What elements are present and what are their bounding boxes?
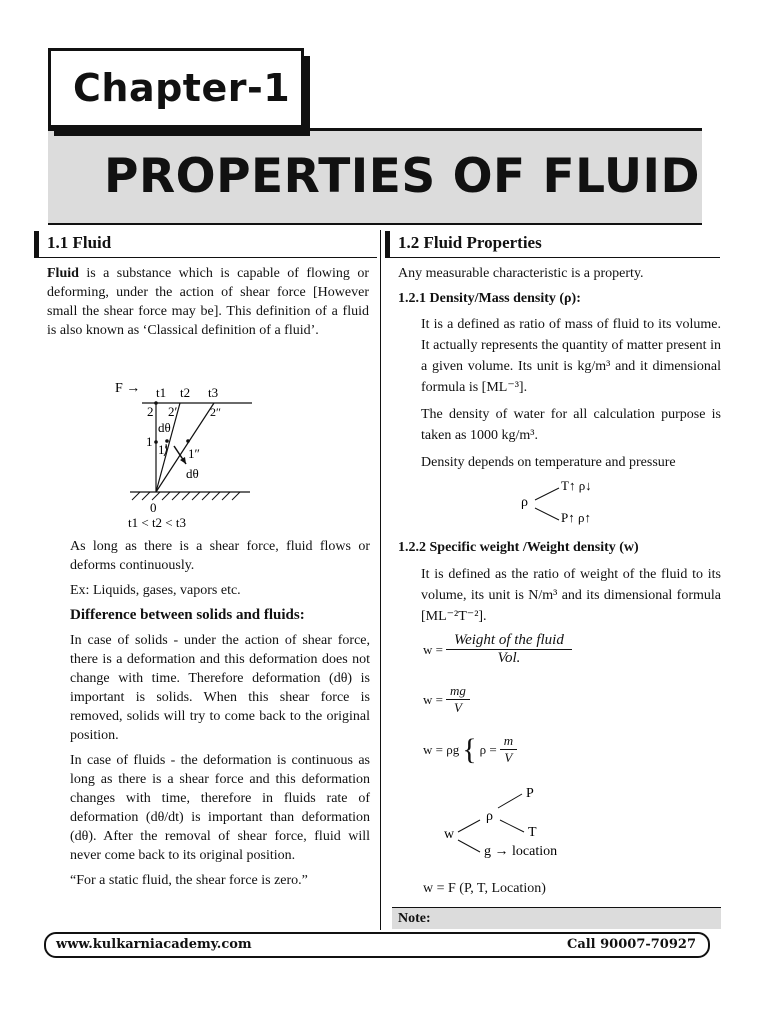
static-fluid-quote: “For a static fluid, the shear force is zero.”: [70, 873, 308, 888]
note-bar: Note:: [392, 907, 721, 929]
specific-weight-block: [421, 564, 721, 633]
t1-label: t1: [156, 385, 167, 400]
water-density: The density of water for all calculation purpose is taken as 1000 kg/m³.: [421, 407, 721, 443]
density-definition: It is a defined as ratio of mass of fluid to its volume. It actually represents the quantity of matter present in a given volume. Its unit is kg/m³ and it dimensional formula is [ML⁻³].: [421, 317, 721, 395]
fluid-definition: [47, 264, 369, 340]
t-node: T: [528, 825, 537, 840]
t2-label: t2: [180, 385, 191, 400]
eq2-denominator: V: [453, 700, 462, 715]
equation-w-function: w = F (P, T, Location): [423, 881, 546, 896]
eq3-numerator: m: [500, 733, 517, 750]
solids-paragraph: In case of solids - under the action of shear force, there is a deformation and this deformation does not change with time. Therefore deformation (dθ) is important is solids. When this shear force is removed, solids will try to come back to the original position.: [70, 633, 370, 743]
rho-subnode: ρ: [486, 809, 493, 824]
label-2: 2: [147, 404, 154, 419]
arrow-head: [180, 457, 186, 464]
rho-to-p-branch: [498, 794, 522, 808]
w-to-g-branch: [458, 840, 480, 852]
footer-phone: Call 90007-70927: [566, 937, 696, 952]
equation-rho-g: [423, 733, 517, 766]
left-column-lower: [70, 537, 370, 896]
equation-weight-volume: [423, 632, 572, 667]
g-location-node: g → location: [484, 844, 558, 859]
shear-force-note: As long as there is a shear force, fluid flows or deforms continuously.: [70, 539, 370, 573]
w-to-rho-branch: [458, 820, 480, 832]
eq2-fraction: [446, 683, 470, 716]
subheading-specific-weight: 1.2.2 Specific weight /Weight density (w): [398, 540, 639, 555]
label-2p: 2′: [168, 404, 178, 419]
rho-node: ρ: [521, 495, 528, 510]
left-column: [47, 264, 369, 346]
eq1-lhs: w =: [423, 641, 443, 657]
specific-weight-definition: It is defined as the ratio of weight of the fluid to its volume, its unit is N/m³ and its dimensional formula [ML⁻²T⁻²].: [421, 567, 721, 624]
chapter-label: Chapter-1: [73, 66, 291, 110]
density-dependency: Density depends on temperature and pressure: [421, 455, 676, 470]
right-column: [398, 264, 720, 314]
fluids-paragraph: In case of fluids - the deformation is continuous as long as there is a shear force and this deformation changes with time, therefore in fluids rate of deformation (dθ/dt) is important than deformation (dθ). After the removal of shear force, fluid will never come back to its original position.: [70, 753, 370, 863]
section-heading-properties: 1.2 Fluid Properties: [385, 231, 720, 258]
eq3-fraction: [500, 733, 517, 766]
fluid-deformation-diagram: [100, 372, 300, 532]
eq1-numerator: Weight of the fluid: [446, 632, 572, 650]
label-1pp: 1″: [188, 446, 200, 461]
section-heading-fluid: 1.1 Fluid: [34, 231, 377, 258]
label-1p: 1′: [158, 442, 168, 457]
p-node: P: [526, 786, 534, 801]
column-divider: [380, 230, 381, 930]
fluid-definition-text: is a substance which is capable of flowing or deforming, under the action of shear force [However small the shear force may be]. This definition of a fluid is also known as ‘Classical definition of a fluid’.: [47, 266, 369, 338]
eq3-denominator: V: [504, 750, 513, 765]
density-block: [421, 314, 721, 479]
eq3-lhs: w = ρg: [423, 741, 460, 757]
eq2-numerator: mg: [446, 683, 470, 700]
time-caption: t1 < t2 < t3: [128, 515, 186, 530]
pressure-branch: P↑ ρ↑: [561, 510, 591, 525]
footer-bar: [44, 932, 710, 958]
chapter-label-box: [48, 48, 304, 128]
origin-label: 0: [150, 500, 157, 515]
dtheta-top: dθ: [158, 420, 171, 435]
weight-tree-diagram: [440, 782, 590, 862]
eq1-denominator: Vol.: [497, 650, 521, 666]
point-1pp: [186, 439, 190, 443]
fluid-term: Fluid: [47, 266, 79, 281]
property-intro: Any measurable characteristic is a property.: [398, 266, 644, 281]
eq3-rho: ρ =: [479, 741, 497, 757]
w-node: w: [444, 827, 455, 842]
subheading-difference: Difference between solids and fluids:: [70, 607, 305, 623]
rho-to-t-branch: [500, 820, 524, 832]
title-band: [48, 128, 702, 223]
label-1: 1: [146, 434, 153, 449]
tree-branch-bottom: [535, 508, 559, 520]
label-2pp: 2″: [210, 405, 221, 419]
point-2: [154, 401, 158, 405]
density-tree-diagram: [515, 472, 625, 528]
dtheta-bottom: dθ: [186, 466, 199, 481]
eq1-fraction: [446, 632, 572, 667]
tree-branch-top: [535, 488, 559, 500]
eq3-brace: {: [462, 732, 477, 766]
subheading-density: 1.2.1 Density/Mass density (ρ):: [398, 291, 581, 306]
force-label: F →: [115, 381, 141, 396]
equation-mg-v: [423, 683, 470, 716]
eq2-lhs: w =: [423, 691, 443, 707]
specific-weight-heading-wrap: [398, 538, 720, 563]
temperature-branch: T↑ ρ↓: [561, 478, 592, 493]
page-title: PROPERTIES OF FLUID: [104, 149, 701, 204]
ground-hatch: [132, 492, 240, 500]
examples: Ex: Liquids, gases, vapors etc.: [70, 583, 241, 598]
footer-website[interactable]: www.kulkarniacademy.com: [56, 937, 252, 952]
t3-label: t3: [208, 385, 219, 400]
